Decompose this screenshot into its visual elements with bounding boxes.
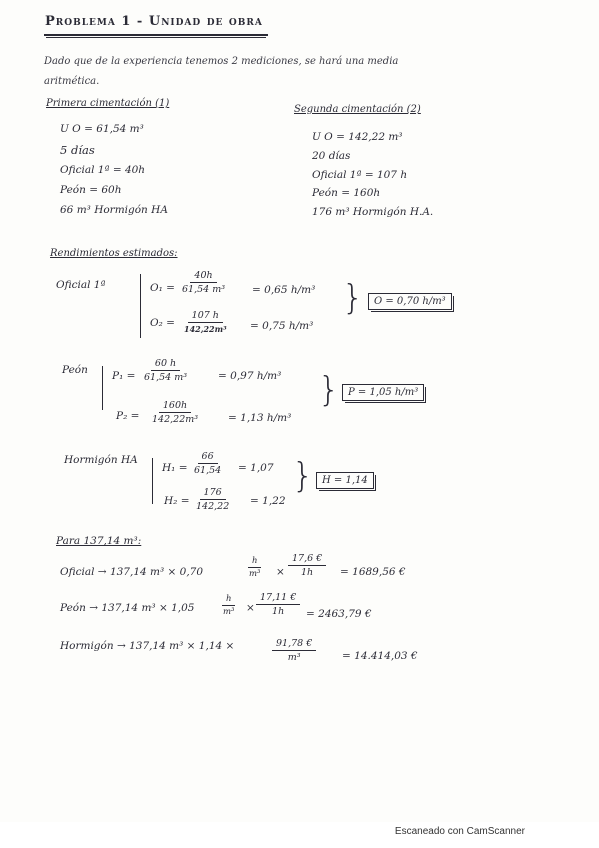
para-heading: Para 137,14 m³: bbox=[56, 535, 142, 547]
horm-right-brace: } bbox=[292, 456, 314, 496]
para-oficial-unit bbox=[248, 556, 261, 579]
rend-heading: Rendimientos estimados: bbox=[50, 248, 178, 259]
horm-result-box: H = 1,14 bbox=[316, 472, 374, 489]
para-horm-fraction bbox=[272, 638, 316, 663]
cim2-hormigon: 176 m³ Hormigón H.A. bbox=[312, 206, 434, 218]
p2-numerator: 160h bbox=[159, 400, 191, 413]
para-horm-left: Hormigón → 137,14 m³ × 1,14 × bbox=[60, 640, 235, 652]
para-peon-left: Peón → 137,14 m³ × 1,05 bbox=[60, 602, 195, 614]
cim1-uo: U O = 61,54 m³ bbox=[60, 123, 144, 135]
cim1-oficial: Oficial 1ª = 40h bbox=[60, 164, 146, 176]
oficial-brace-line bbox=[140, 274, 141, 338]
para-peon-den: 1h bbox=[272, 606, 285, 617]
para-oficial-num: 17,6 € bbox=[288, 553, 326, 566]
page-title: Problema 1 - Unidad de obra bbox=[45, 14, 263, 29]
peon-brace-line bbox=[102, 366, 103, 410]
rend-horm-label: Hormigón HA bbox=[64, 454, 138, 466]
p1-fraction bbox=[144, 358, 187, 383]
title-underline bbox=[44, 34, 268, 36]
cim1-peon: Peón = 60h bbox=[60, 184, 122, 196]
cim2-oficial: Oficial 1ª = 107 h bbox=[312, 169, 408, 181]
cim2-peon: Peón = 160h bbox=[312, 187, 381, 199]
h2-numerator: 176 bbox=[200, 487, 226, 500]
o1-label: O₁ = bbox=[150, 282, 175, 294]
p1-denominator: 61,54 m³ bbox=[144, 372, 188, 383]
para-oficial-den: 1h bbox=[301, 567, 314, 578]
scanner-watermark: Escaneado con CamScanner bbox=[394, 826, 525, 837]
para-oficial-fraction bbox=[288, 553, 326, 578]
cim2-dias: 20 días bbox=[312, 150, 351, 162]
para-peon-times: × bbox=[246, 602, 255, 614]
h1-numerator: 66 bbox=[198, 451, 218, 464]
o2-fraction bbox=[184, 310, 227, 334]
h2-label: H₂ = bbox=[164, 495, 190, 507]
o1-numerator: 40h bbox=[190, 270, 216, 283]
para-peon-result: = 2463,79 € bbox=[306, 608, 372, 620]
oficial-result-box: O = 0,70 h/m³ bbox=[368, 293, 452, 310]
p1-numerator: 60 h bbox=[151, 358, 180, 371]
h1-denominator: 61,54 bbox=[194, 465, 222, 476]
cim2-uo: U O = 142,22 m³ bbox=[312, 131, 403, 143]
h2-denominator: 142,22 bbox=[196, 501, 230, 512]
p2-result: = 1,13 h/m³ bbox=[228, 412, 292, 424]
o1-result: = 0,65 h/m³ bbox=[252, 284, 316, 296]
cim1-heading: Primera cimentación (1) bbox=[46, 98, 170, 109]
h1-result: = 1,07 bbox=[238, 462, 274, 474]
para-horm-den: m³ bbox=[287, 652, 301, 663]
p1-label: P₁ = bbox=[112, 370, 136, 382]
o2-label: O₂ = bbox=[150, 317, 175, 329]
para-peon-fraction bbox=[256, 592, 300, 617]
intro-line-2: aritmética. bbox=[44, 76, 100, 87]
p1-result: = 0,97 h/m³ bbox=[218, 370, 282, 382]
rend-oficial-label: Oficial 1ª bbox=[56, 279, 106, 291]
para-peon-unit bbox=[222, 594, 235, 617]
intro-line-1: Dado que de la experiencia tenemos 2 mediciones, se hará una media bbox=[44, 56, 399, 67]
title-underline-2 bbox=[46, 37, 266, 38]
o1-fraction bbox=[182, 270, 225, 295]
para-horm-num: 91,78 € bbox=[272, 638, 316, 651]
peon-right-brace: } bbox=[318, 370, 340, 410]
para-peon-unit-num: h bbox=[222, 594, 235, 606]
o2-denominator: 142,22m³ bbox=[184, 324, 227, 334]
p2-fraction bbox=[152, 400, 198, 425]
h1-fraction bbox=[194, 451, 221, 476]
cim1-dias: 5 días bbox=[60, 143, 95, 157]
para-peon-unit-den: m³ bbox=[223, 607, 235, 617]
o2-numerator: 107 h bbox=[188, 310, 223, 323]
para-oficial-times: × bbox=[276, 566, 285, 578]
h2-result: = 1,22 bbox=[250, 495, 286, 507]
o2-result: = 0,75 h/m³ bbox=[250, 320, 314, 332]
para-peon-num: 17,11 € bbox=[256, 592, 300, 605]
o1-denominator: 61,54 m³ bbox=[182, 284, 226, 295]
h2-fraction bbox=[196, 487, 229, 512]
oficial-right-brace: } bbox=[342, 278, 364, 318]
para-oficial-result: = 1689,56 € bbox=[340, 566, 406, 578]
para-oficial-left: Oficial → 137,14 m³ × 0,70 bbox=[60, 566, 204, 578]
para-horm-result: = 14.414,03 € bbox=[342, 650, 418, 662]
cim2-heading: Segunda cimentación (2) bbox=[294, 104, 421, 115]
horm-brace-line bbox=[152, 458, 153, 504]
peon-result-box: P = 1,05 h/m³ bbox=[342, 384, 424, 401]
para-oficial-unit-den: m³ bbox=[249, 569, 261, 579]
p2-denominator: 142,22m³ bbox=[152, 414, 199, 425]
h1-label: H₁ = bbox=[162, 462, 188, 474]
cim1-hormigon: 66 m³ Hormigón HA bbox=[60, 204, 168, 216]
para-oficial-unit-num: h bbox=[248, 556, 261, 568]
rend-peon-label: Peón bbox=[62, 364, 88, 376]
p2-label: P₂ = bbox=[116, 410, 140, 422]
